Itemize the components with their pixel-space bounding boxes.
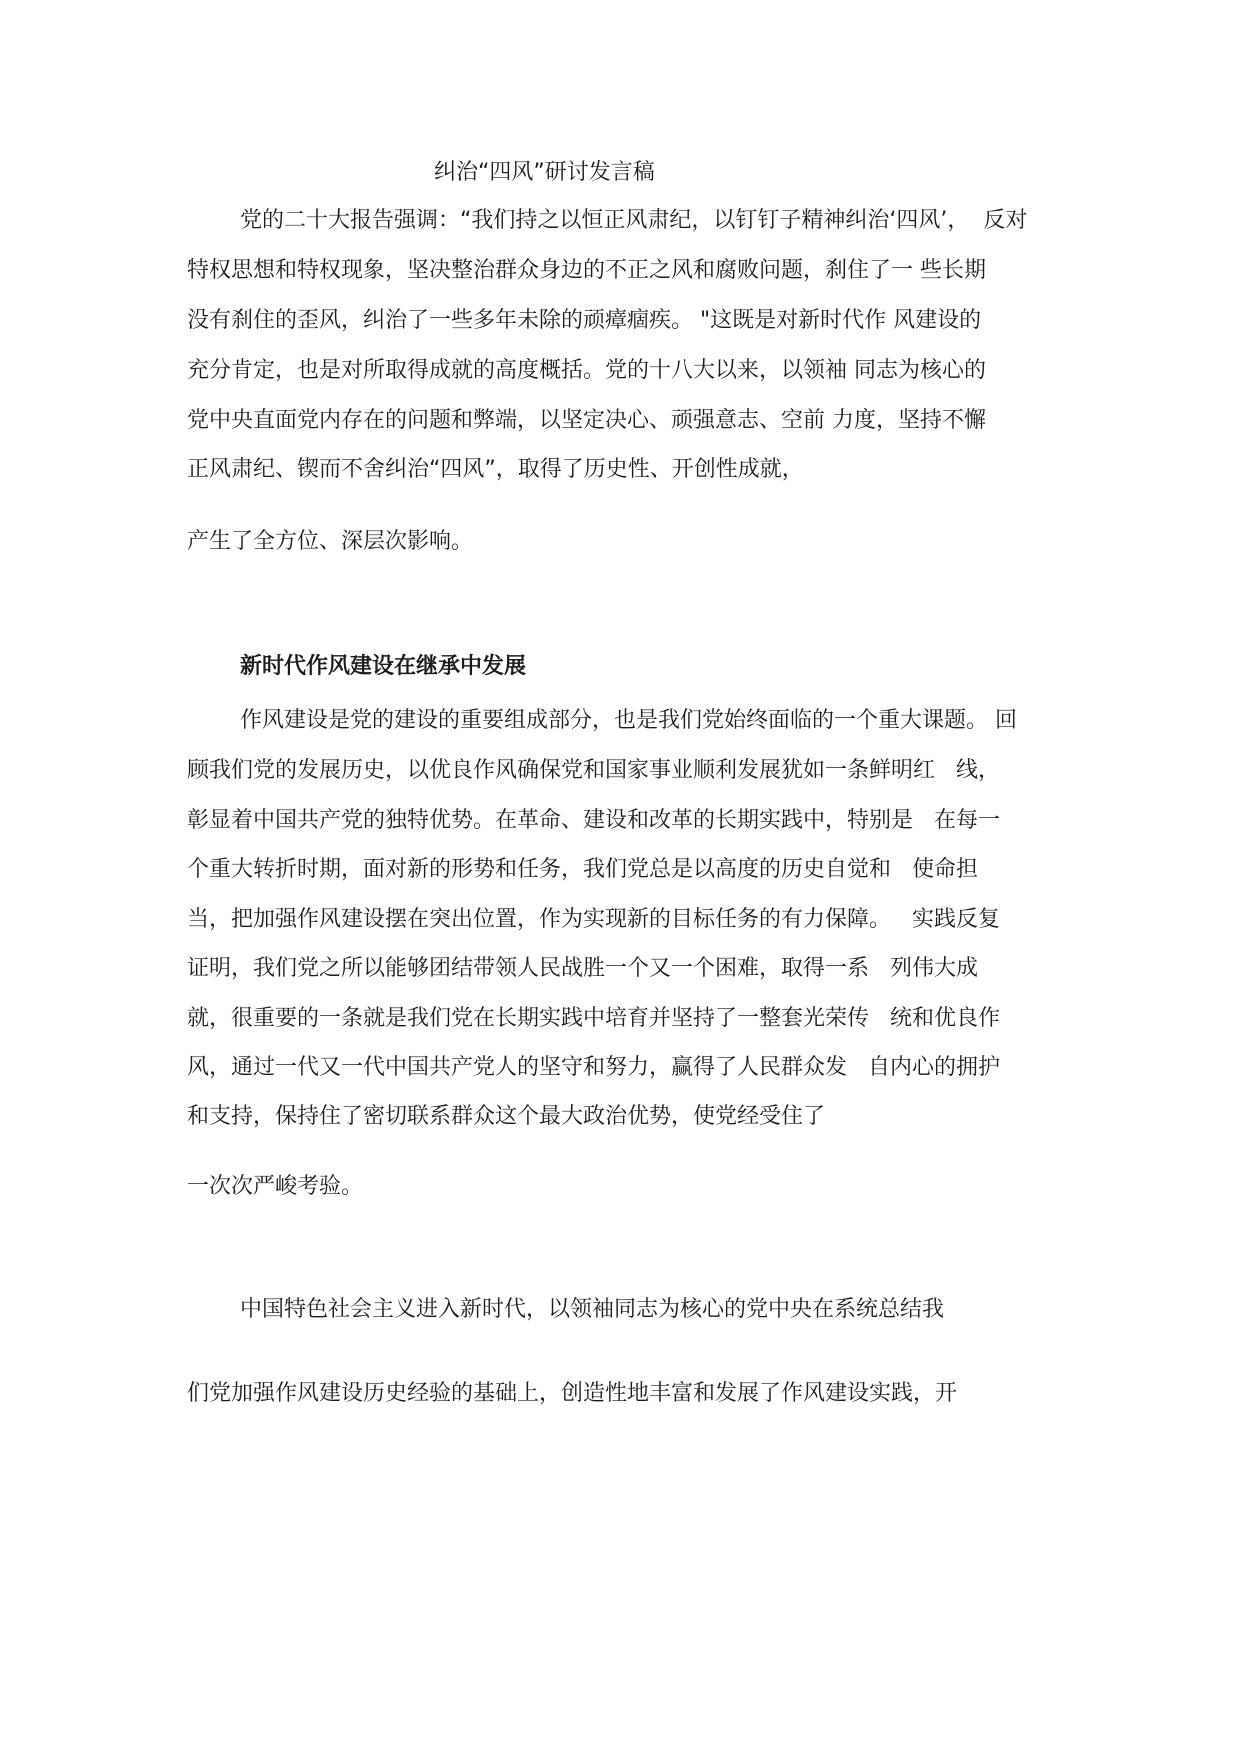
intro-line: 党的二十大报告强调：“我们持之以恒正风肃纪，以钉钉子精神纠治‘四风’， 反对 — [240, 208, 1028, 233]
section-line: 就，很重要的一条就是我们党在长期实践中培育并坚持了一整套光荣传 统和优良作 — [187, 1006, 1000, 1031]
closing-line: 中国特色社会主义进入新时代，以领袖同志为核心的党中央在系统总结我 — [240, 1297, 945, 1322]
closing-line: 们党加强作风建设历史经验的基础上，创造性地丰富和发展了作风建设实践，开 — [187, 1381, 958, 1406]
section-line: 一次次严峻考验。 — [187, 1174, 364, 1199]
intro-line: 没有刹住的歪风，纠治了一些多年未除的顽瘴痼疾。 "这既是对新时代作 风建设的 — [187, 308, 982, 333]
section-line: 和支持，保持住了密切联系群众这个最大政治优势，使党经受住了 — [187, 1104, 826, 1129]
section-line: 风，通过一代又一代中国共产党人的坚守和努力，赢得了人民群众发 自内心的拥护 — [187, 1055, 1000, 1080]
intro-line: 特权思想和特权现象，坚决整治群众身边的不正之风和腐败问题，刹住了一 些长期 — [187, 258, 986, 283]
intro-line: 党中央直面党内存在的问题和弊端，以坚定决心、顽强意志、空前 力度，坚持不懈 — [187, 408, 986, 433]
intro-line: 产生了全方位、深层次影响。 — [187, 529, 474, 554]
section-line: 作风建设是党的建设的重要组成部分，也是我们党始终面临的一个重大课题。 回 — [240, 708, 1017, 733]
intro-line: 充分肯定，也是对所取得成就的高度概括。党的十八大以来，以领袖 同志为核心的 — [187, 358, 986, 383]
section-line: 彰显着中国共产党的独特优势。在革命、建设和改革的长期实践中，特别是 在每一 — [187, 808, 1000, 833]
section-line: 顾我们党的发展历史，以优良作风确保党和国家事业顺利发展犹如一条鲜明红 线， — [187, 758, 1000, 783]
section-heading: 新时代作风建设在继承中发展 — [240, 654, 527, 679]
document-title: 纠治“四风”研讨发言稿 — [434, 160, 655, 185]
section-line: 个重大转折时期，面对新的形势和任务，我们党总是以高度的历史自觉和 使命担 — [187, 857, 978, 882]
section-line: 证明，我们党之所以能够团结带领人民战胜一个又一个困难，取得一系 列伟大成 — [187, 956, 978, 981]
intro-line: 正风肃纪、锲而不舍纠治“四风”，取得了历史性、开创性成就， — [187, 457, 804, 482]
section-line: 当，把加强作风建设摆在突出位置，作为实现新的目标任务的有力保障。 实践反复 — [187, 907, 1000, 932]
